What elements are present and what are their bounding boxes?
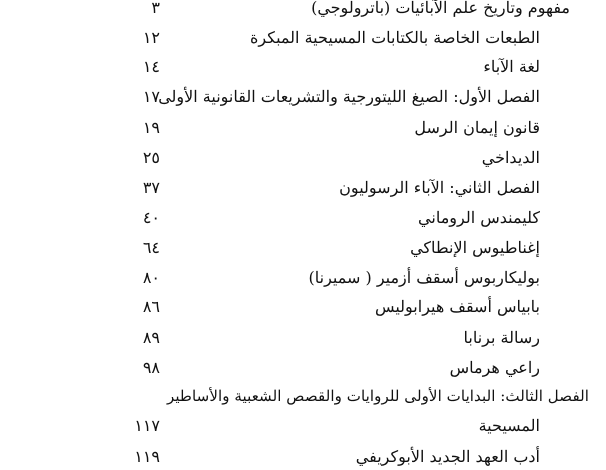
toc-entry-page: ٨٦ [142, 297, 160, 316]
toc-entry-title: مفهوم وتاريخ علم الآبائيات (باترولوجي) [311, 0, 570, 17]
toc-entry-page: ٨٠ [142, 268, 160, 287]
toc-entry-title: الفصل الثالث: البدايات الأولى للروايات والقصص الشعبية والأساطير [166, 387, 589, 405]
toc-entry-title: الديداخي [481, 148, 540, 167]
toc-entry-title: بوليكاربوس أسقف أزمير ( سميرنا) [308, 268, 540, 287]
toc-entry-title: لغة الآباء [483, 57, 540, 76]
toc-entry-page: ١٤ [142, 57, 160, 76]
toc-entry-page: ٩٨ [142, 358, 160, 377]
toc-entry-title: أدب العهد الجديد الأبوكريفي [355, 447, 540, 466]
toc-entry-page: ١٩ [142, 118, 160, 137]
toc-entry-page: ١١٧ [134, 416, 160, 435]
toc-entry-title: راعي هرماس [449, 358, 540, 377]
toc-entry-title: المسيحية [478, 416, 540, 435]
toc-entry-title: قانون إيمان الرسل [414, 118, 540, 137]
toc-entry-page: ٣٧ [142, 178, 160, 197]
toc-entry-title: إغناطيوس الإنطاكي [410, 238, 540, 257]
toc-entry-page: ٨٩ [142, 328, 160, 347]
toc-entry-title: بابياس أسقف هيرابوليس [374, 297, 540, 316]
toc-entry-page: ١١٩ [134, 447, 160, 466]
toc-entry-title: الفصل الثاني: الآباء الرسوليون [339, 178, 540, 197]
toc-entry-title: رسالة برنابا [463, 328, 540, 347]
toc-entry-page: ١٧ [142, 87, 160, 106]
toc-entry-page: ٦٤ [142, 238, 160, 257]
toc-entry-page: ٣ [151, 0, 160, 17]
toc-entry-title: الطبعات الخاصة بالكتابات المسيحية المبكرة [250, 28, 540, 47]
toc-entry-page: ٢٥ [142, 148, 160, 167]
toc-entry-page: ١٢ [142, 28, 160, 47]
toc-entry-title: الفصل الأول: الصيغ الليتورجية والتشريعات القانونية الأولى [158, 87, 540, 106]
toc-entry-title: كليمندس الروماني [418, 208, 540, 227]
toc-entry-page: ٤٠ [142, 208, 160, 227]
